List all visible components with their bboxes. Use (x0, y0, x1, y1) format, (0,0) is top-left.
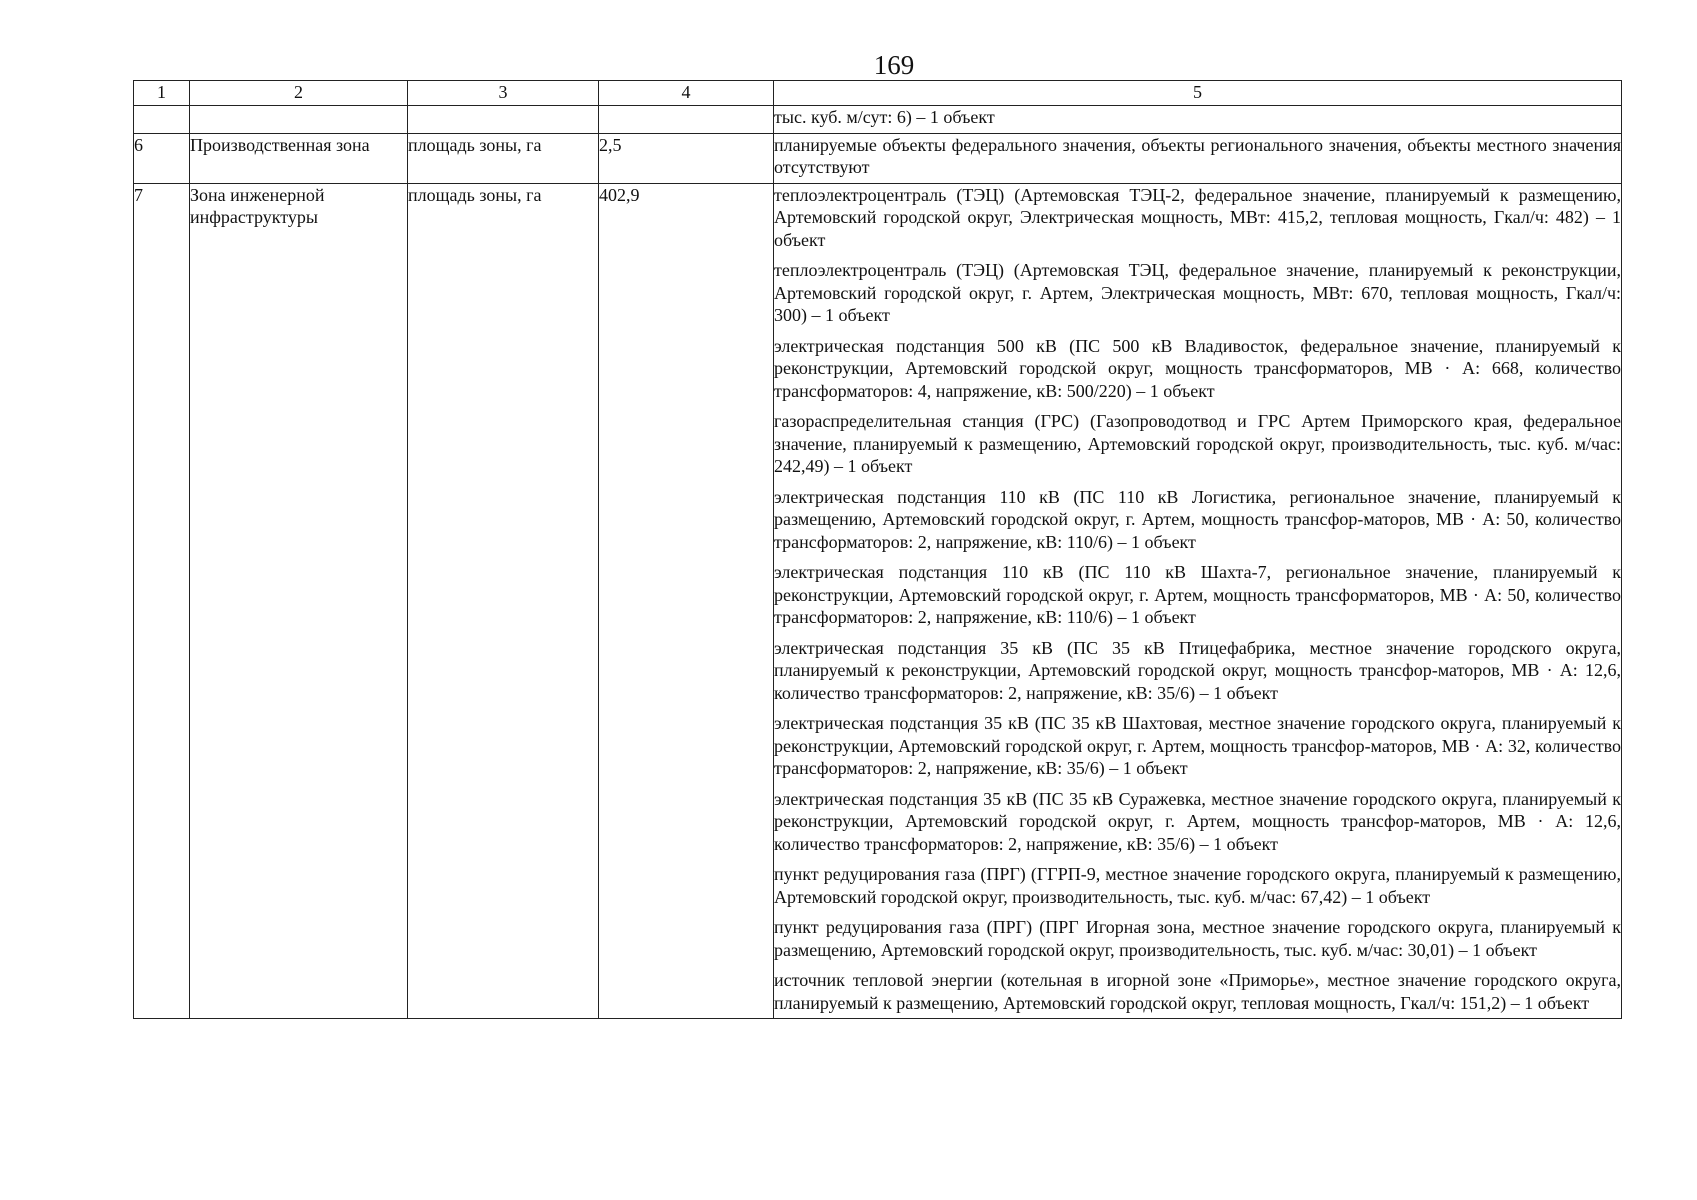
object-entry: планируемые объекты федерального значения, объекты регионального значения, объекты местного значения отсутствуют (774, 134, 1621, 177)
table-row (134, 183, 1622, 1019)
page-number: 169 (873, 50, 915, 80)
column-header: 3 (408, 81, 599, 106)
parameter-cell: площадь зоны, га (408, 133, 599, 183)
object-entry: электрическая подстанция 35 кВ (ПС 35 кВ Суражевка, местное значение городского округа, планируемый к реконструкции, Артемовский городской округ, г. Артем, мощность трансфор-маторов, МВ · А: 12,6, количество трансформаторов: 2, напряжение, кВ: 35/6) – 1 объект (774, 788, 1621, 854)
parameter-cell (408, 106, 599, 134)
value-cell (599, 106, 774, 134)
column-header: 5 (774, 81, 1622, 106)
table-row (134, 133, 1622, 183)
object-entry: пункт редуцирования газа (ПРГ) (ГГРП-9, местное значение городского округа, планируемый к размещению, Артемовский городской округ, производительность, тыс. куб. м/час: 67,42) – 1 объект (774, 864, 1621, 907)
zone-name-cell: Производственная зона (190, 133, 408, 183)
object-entry: тыс. куб. м/сут: 6) – 1 объект (774, 107, 995, 127)
table-row (134, 106, 1622, 134)
objects-cell (774, 106, 1622, 134)
object-entry: электрическая подстанция 110 кВ (ПС 110 кВ Логистика, региональное значение, планируемый к размещению, Артемовский городской округ, г. Артем, мощность трансфор-маторов, МВ · А: 50, количество трансформаторов: 2, напряжение, кВ: 110/6) – 1 объект (774, 486, 1621, 552)
objects-cell (774, 133, 1622, 183)
row-number-cell: 6 (134, 133, 190, 183)
row-number-cell (134, 106, 190, 134)
zones-table (133, 80, 1622, 1019)
object-entry: электрическая подстанция 110 кВ (ПС 110 кВ Шахта-7, региональное значение, планируемый к реконструкции, Артемовский городской округ, г. Артем, мощность трансформаторов, МВ · А: 50, количество трансформаторов: 2, напряжение, кВ: 110/6) – 1 объект (774, 562, 1621, 627)
column-header: 2 (190, 81, 408, 106)
object-entry: электрическая подстанция 35 кВ (ПС 35 кВ Птицефабрика, местное значение городского округа, планируемый к реконструкции, Артемовский городской округ, мощность трансфор-маторов, МВ · А: 12,6, количество трансформаторов: 2, напряжение, кВ: 35/6) – 1 объект (774, 637, 1621, 703)
column-header: 4 (599, 81, 774, 106)
object-entry: газораспределительная станция (ГРС) (Газопроводотвод и ГРС Артем Приморского края, федеральное значение, планируемый к размещению, Артемовский городской округ, производительность, тыс. куб. м/час: 242,49) – 1 объект (774, 411, 1621, 476)
row-number-cell: 7 (134, 183, 190, 1019)
objects-cell (774, 183, 1622, 1019)
parameter-cell: площадь зоны, га (408, 183, 599, 1019)
object-entry: электрическая подстанция 500 кВ (ПС 500 кВ Владивосток, федеральное значение, планируемый к реконструкции, Артемовский городской округ, мощность трансформаторов, МВ · А: 668, количество трансформаторов: 4, напряжение, кВ: 500/220) – 1 объект (774, 335, 1621, 401)
zone-name-cell: Зона инженерной инфраструктуры (190, 183, 408, 1019)
object-entry: теплоэлектроцентраль (ТЭЦ) (Артемовская ТЭЦ, федеральное значение, планируемый к реконструкции, Артемовский городской округ, г. Артем, Электрическая мощность, МВт: 670, тепловая мощность, Гкал/ч: 300) – 1 объект (774, 260, 1621, 325)
value-cell: 402,9 (599, 183, 774, 1019)
column-header: 1 (134, 81, 190, 106)
object-entry: источник тепловой энергии (котельная в игорной зоне «Приморье», местное значение городского округа, планируемый к размещению, Артемовский городской округ, тепловая мощность, Гкал/ч: 151,2) – 1 объект (774, 970, 1621, 1013)
object-entry: электрическая подстанция 35 кВ (ПС 35 кВ Шахтовая, местное значение городского округа, планируемый к реконструкции, Артемовский городской округ, г. Артем, мощность трансфор-маторов, МВ · А: 32, количество трансформаторов: 2, напряжение, кВ: 35/6) – 1 объект (774, 713, 1621, 778)
column-header-row (134, 81, 1622, 106)
object-entry: пункт редуцирования газа (ПРГ) (ПРГ Игорная зона, местное значение городского округа, планируемый к размещению, Артемовский городской округ, производительность, тыс. куб. м/час: 30,01) – 1 объект (774, 917, 1621, 960)
zone-name-cell (190, 106, 408, 134)
object-entry: теплоэлектроцентраль (ТЭЦ) (Артемовская ТЭЦ-2, федеральное значение, планируемый к размещению, Артемовский городской округ, Электрическая мощность, МВт: 415,2, тепловая мощность, Гкал/ч: 482) – 1 объект (774, 184, 1621, 250)
value-cell: 2,5 (599, 133, 774, 183)
